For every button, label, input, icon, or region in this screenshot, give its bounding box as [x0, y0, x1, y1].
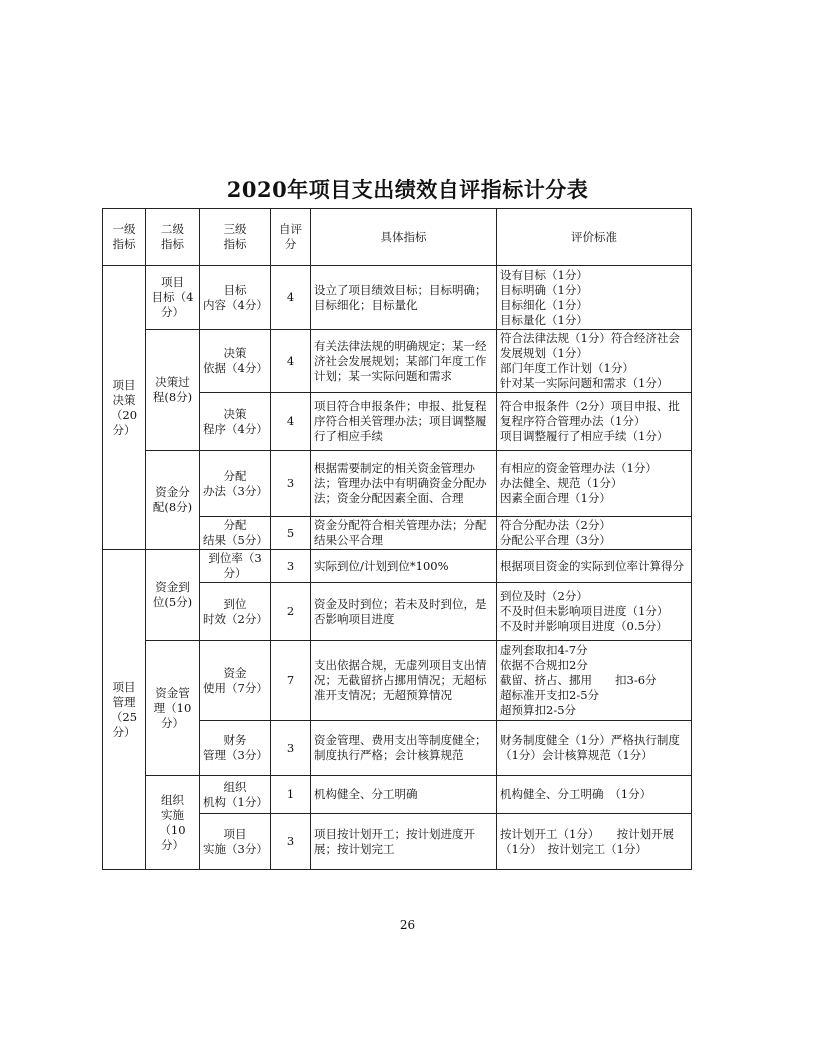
- level3-cell: 资金 使用（7分）: [200, 641, 271, 721]
- detail-cell: 设立了项目绩效目标；目标明确；目标细化；目标量化: [311, 266, 497, 330]
- table-row: [103, 451, 692, 517]
- level2-cell: 项目 目标（4 分）: [146, 266, 200, 330]
- header-row: [103, 209, 692, 266]
- score-table: [102, 208, 692, 870]
- detail-cell: 支出依据合规，无虚列项目支出情况；无截留挤占挪用情况；无超标准开支情况；无超预算情况: [311, 641, 497, 721]
- criteria-cell: 到位及时（2分） 不及时但未影响项目进度（1分） 不及时并影响项目进度（0.5分）: [497, 583, 692, 641]
- score-cell: 3: [271, 451, 311, 517]
- detail-cell: 资金分配符合相关管理办法；分配结果公平合理: [311, 517, 497, 550]
- score-cell: 4: [271, 393, 311, 451]
- header-score: 自评 分: [271, 209, 311, 266]
- criteria-cell: 按计划开工（1分） 按计划开展（1分） 按计划完工（1分）: [497, 814, 692, 870]
- score-cell: 3: [271, 814, 311, 870]
- page-number: 26: [399, 918, 416, 932]
- criteria-cell: 根据项目资金的实际到位率计算得分: [497, 550, 692, 583]
- level3-cell: 项目 实施（3分）: [200, 814, 271, 870]
- criteria-cell: 虚列套取扣4-7分 依据不合规扣2分 截留、挤占、挪用 扣3-6分 超标准开支扣2-5分 超预算扣2-5分: [497, 641, 692, 721]
- table-row: [103, 641, 692, 721]
- criteria-cell: 机构健全、分工明确 （1分）: [497, 776, 692, 814]
- detail-cell: 资金管理、费用支出等制度健全；制度执行严格；会计核算规范: [311, 721, 497, 776]
- header-detail: 具体指标: [311, 209, 497, 266]
- level2-cell: 资金管 理（10 分）: [146, 641, 200, 776]
- score-cell: 3: [271, 721, 311, 776]
- criteria-cell: 符合法律法规（1分）符合经济社会发展规划（1分） 部门年度工作计划（1分） 针对某一实际问题和需求（1分）: [497, 330, 692, 393]
- header-level3: 三级 指标: [200, 209, 271, 266]
- level3-cell: 到位 时效（2分）: [200, 583, 271, 641]
- header-level2: 二级 指标: [146, 209, 200, 266]
- table-row: [103, 776, 692, 814]
- detail-cell: 项目符合申报条件；申报、批复程序符合相关管理办法；项目调整履行了相应手续: [311, 393, 497, 451]
- level3-cell: 到位率（3 分）: [200, 550, 271, 583]
- level3-cell: 组织 机构（1分）: [200, 776, 271, 814]
- header-criteria: 评价标准: [497, 209, 692, 266]
- level3-cell: 分配 结果（5分）: [200, 517, 271, 550]
- header-level1: 一级 指标: [103, 209, 146, 266]
- score-cell: 7: [271, 641, 311, 721]
- criteria-cell: 有相应的资金管理办法（1分） 办法健全、规范（1分） 因素全面合理（1分）: [497, 451, 692, 517]
- detail-cell: 资金及时到位；若未及时到位，是否影响项目进度: [311, 583, 497, 641]
- detail-cell: 机构健全、分工明确: [311, 776, 497, 814]
- level2-cell: 资金分 配(8分): [146, 451, 200, 550]
- score-cell: 3: [271, 550, 311, 583]
- level3-cell: 财务 管理（3分）: [200, 721, 271, 776]
- detail-cell: 根据需要制定的相关资金管理办法；管理办法中有明确资金分配办法；资金分配因素全面、合理: [311, 451, 497, 517]
- level3-cell: 分配 办法（3分）: [200, 451, 271, 517]
- level2-cell: 组织 实施（10 分）: [146, 776, 200, 870]
- level3-cell: 决策 程序（4分）: [200, 393, 271, 451]
- score-cell: 2: [271, 583, 311, 641]
- score-cell: 1: [271, 776, 311, 814]
- level2-cell: 资金到 位(5分): [146, 550, 200, 641]
- criteria-cell: 符合申报条件（2分）项目申报、批复程序符合管理办法（1分） 项目调整履行了相应手续（1分）: [497, 393, 692, 451]
- criteria-cell: 符合分配办法（2分） 分配公平合理（3分）: [497, 517, 692, 550]
- score-cell: 4: [271, 330, 311, 393]
- level1-cell: 项目 管理 （25 分）: [103, 550, 146, 870]
- level1-cell: 项目 决策 （20 分）: [103, 266, 146, 550]
- score-cell: 4: [271, 266, 311, 330]
- level2-cell: 决策过 程(8分): [146, 330, 200, 451]
- table-row: [103, 266, 692, 330]
- detail-cell: 有关法律法规的明确规定；某一经济社会发展规划；某部门年度工作计划；某一实际问题和需求: [311, 330, 497, 393]
- page-title: 2020年项目支出绩效自评指标计分表: [226, 177, 589, 202]
- criteria-cell: 设有目标（1分） 目标明确（1分） 目标细化（1分） 目标量化（1分）: [497, 266, 692, 330]
- table-row: [103, 330, 692, 393]
- table-row: [103, 550, 692, 583]
- score-cell: 5: [271, 517, 311, 550]
- criteria-cell: 财务制度健全（1分）严格执行制度（1分）会计核算规范（1分）: [497, 721, 692, 776]
- detail-cell: 项目按计划开工；按计划进度开展；按计划完工: [311, 814, 497, 870]
- level3-cell: 目标 内容（4分）: [200, 266, 271, 330]
- detail-cell: 实际到位/计划到位*100%: [311, 550, 497, 583]
- level3-cell: 决策 依据（4分）: [200, 330, 271, 393]
